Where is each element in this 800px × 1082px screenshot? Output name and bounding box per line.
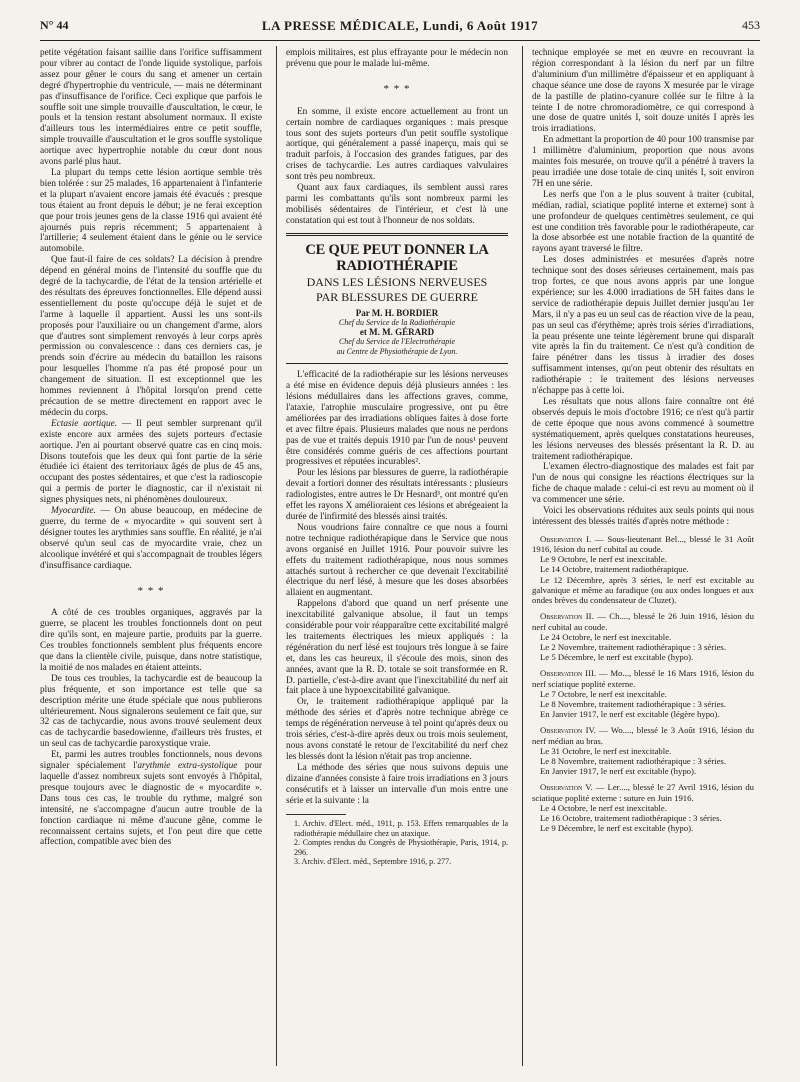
paragraph: De tous ces troubles, la tachycardie est de beaucoup la plus fréquente, et son importance est telle que sa description mérite une étude spéciale que nous publierons ultérieurement. Nous signalerons seulement ce fait que, sur 32 cas de tachycardie, nous avons trouvé seulement deux cas de tachycardie basedowienne, d'ailleurs très frustes, et un seul cas de tachycardie paroxystique vraie. bbox=[40, 673, 262, 750]
paragraph: Et, parmi les autres troubles fonctionnels, nous devons signaler spécialement l'arythmie extra-systolique pour laquelle d'assez nombreux sujets sont envoyés à l'hôpital, presque toujours avec le diagnostic de « myocardite ». Dans tous ces cas, le trouble du rythme, malgré son intensité, ne s'accompagne d'aucun autre trouble de la fonction cardiaque ni même d'aucune gêne, comme le reconnaissent certains sujets, et l'on peut dire que cette affection, compatible avec bien des bbox=[40, 750, 262, 848]
section-heading: Myocardite. bbox=[51, 506, 96, 517]
article-subtitle: DANS LES LÉSIONS NERVEUSES bbox=[306, 274, 488, 289]
paragraph: Rappelons d'abord que quand un nerf présente une inexcitabilité galvanique absolue, il faut un temps considérable pour voir réapparaître cette excitabilité malgré les traitements électriques les mieux appliqués : la régénération du nerf lésé est toujours très longue à se faire et, dans les cas heureux, il s'écoule des mois, sinon des années, avant que la R. D. totale se soit transformée en R. D. partielle, c'est-à-dire avant que l'inexcitabilité du nerf ait fait place à une hypoexcitabilité galvanique. bbox=[286, 599, 508, 697]
paragraph: A côté de ces troubles organiques, aggravés par la guerre, se placent les troubles fonctionnels dont on peut dire qu'ils sont, en majeure partie, produits par la guerre. Ces troubles fonctionnels semblent plus fréquents encore que dans la clientèle civile, puisque, dans notre statistique, la moitié de nos malades en étaient atteints. bbox=[40, 608, 262, 673]
paragraph: L'efficacité de la radiothérapie sur les lésions nerveuses a été mise en évidence depuis déjà plusieurs années : les lésions médullaires dans les affections graves, comme, l'ataxie, l'atrophie musculaire progressive, ont pu être améliorées par des irradiations obliques faites à dose forte et avec filtre épais. Plusieurs malades que nous ne perdons pas de vue et traités depuis 1910 par l'un de nous¹ peuvent être considérés comme guéris de ces affections pourtant progressives et réputées incurables². bbox=[286, 370, 508, 468]
observation-line: Observation III. — Mo..., blessé le 16 Mars 1916, lésion du nerf sciatique poplité externe. bbox=[532, 668, 754, 689]
footnote: 1. Archiv. d'Elect. méd., 1911, p. 153. Effets remarquables de la radiothérapie médullaire chez un ataxique. bbox=[294, 819, 508, 838]
observation-line: Le 5 Décembre, le nerf est excitable (hypo). bbox=[540, 652, 694, 663]
observation-line: Le 12 Décembre, après 3 séries, le nerf est excitable au galvanique et même au faradique (ou aux ondes longues et aux ondes brèves du condensateur de Cluzet). bbox=[532, 574, 754, 606]
observation-line: Observation IV. — Wo...., blessé le 3 Août 1916, lésion du nerf médian au bras. bbox=[532, 725, 754, 746]
observations-list bbox=[532, 534, 754, 833]
issue-number: N° 44 bbox=[40, 18, 69, 32]
paragraph: petite végétation faisant saillie dans l'orifice suffisamment pour vibrer au contact de l'onde liquide systolique, parfois assez pour gêner le cours du sang et amener un certain degré d'hypertrophie du ventricule, — mais ne déterminant pas d'insuffisance de l'orifice. Ceci explique que parfois le souffle soit une simple trouvaille d'auscultation, le cœur, le pouls et la tension restant absolument normaux. Il existe d'ailleurs tous les intermédiaires entre ce petit souffle, simple trouvaille d'auscultation et le gros souffle systolique aortique avec hypertrophie notable du cœur dont nous avons parlé plus haut. bbox=[40, 48, 262, 168]
observation-line: Le 7 Octobre, le nerf est inexcitable. bbox=[540, 688, 667, 699]
paragraph: Ectasie aortique. — Il peut sembler surprenant qu'il existe encore aux armées des sujets porteurs d'ectasie aortique. J'en ai pourtant observé quatre cas en cinq mois. Disons toutefois que les deux qui font partie de la série étudiée ici étaient des territoriaux âgés de plus de 45 ans, occupant des postes sédentaires, et que c'est la radioscopie qui a permis de porter le diagnostic, car il n'existait ni signes physiques nets, ni phénomènes douloureux. bbox=[40, 418, 262, 506]
paragraph: La méthode des séries que nous suivons depuis une dizaine d'années consiste à faire trois irradiations en 3 jours consécutifs et à laisser un intervalle d'un mois entre une série et la suivante : la bbox=[286, 762, 508, 806]
author-role: Chef du Service de la Radiothérapie bbox=[338, 318, 456, 328]
header-rule bbox=[40, 40, 760, 41]
observation-heading: Observation III. bbox=[540, 668, 597, 679]
column-2 bbox=[286, 48, 508, 1068]
paragraph: L'examen électro-diagnostique des malades est fait par l'un de nous qui consigne les réactions électriques sur la fiche de chaque malade : celui-ci est revu au moment où il va commencer une série. bbox=[532, 462, 754, 506]
section-heading: Ectasie aortique. bbox=[51, 418, 118, 429]
observation-line: Le 8 Novembre, traitement radiothérapique : 3 séries. bbox=[540, 755, 726, 766]
paragraph: Nous voudrions faire connaître ce que nous a fourni notre technique radiothérapique dans le Service que nous avons organisé en Juillet 1916. Pour pouvoir suivre les effets du traitement radiothérapique, nous nous sommes attachés surtout à rechercher ce que devenait l'excitabilité électrique du nerf lésé, à mesure que les doses absorbées allaient en augmentant. bbox=[286, 522, 508, 599]
observation-line: Le 24 Octobre, le nerf est inexcitable. bbox=[540, 631, 672, 642]
article-header-rule bbox=[286, 363, 508, 364]
paragraph: technique employée se met en œuvre en recouvrant la région correspondant à la lésion du nerf par un filtre d'aluminium d'un millimètre d'épaisseur et en appliquant à chaque séance une dose de rayons X mesurée par le virage de la pastille de platino-cyanure collée sur le filtre à la teinte I de notre chromoradiomètre, ce qui correspond à une dose de quatre unités I, soit douze unités I après les trois irradiations. bbox=[532, 48, 754, 135]
paragraph: La plupart du temps cette lésion aortique semble très bien tolérée : sur 25 malades, 16 appartenaient à l'infanterie et la plupart n'avaient encore jamais été évacués : presque tous étaient au front depuis le début; je ne ferai exception que pour trois jeunes gens de la classe 1916 qui avaient été ajournés puis repris récemment; 5 appartenaient à l'artillerie; 4 seulement étaient dans le génie ou le service automobile. bbox=[40, 167, 262, 255]
observation-line: En Janvier 1917, le nerf est excitable (légère hypo). bbox=[540, 709, 720, 720]
observation-heading: Observation II. bbox=[540, 611, 594, 622]
observation-line: Le 9 Décembre, le nerf est excitable (hypo). bbox=[540, 823, 694, 834]
observation-heading: Observation V. bbox=[540, 782, 593, 793]
article-header bbox=[286, 233, 508, 365]
observation-line: Le 4 Octobre, le nerf est inexcitable. bbox=[540, 802, 667, 813]
author-role: au Centre de Physiothérapie de Lyon. bbox=[336, 346, 458, 356]
paragraph: Or, le traitement radiothérapique appliqué par la méthode des séries et d'après notre technique abrège ce temps de régénération nerveuse à tel point qu'après deux ou trois séries, c'est-à-dire après deux ou trois mois seulement, nous avons constaté le retour de l'excitabilité du nerf chez les blessés dont la lésion n'était pas trop ancienne. bbox=[286, 697, 508, 762]
observation-line: Observation II. — Ch...., blessé le 26 Juin 1916, lésion du nerf cubital au coude. bbox=[532, 611, 754, 632]
paragraph: En somme, il existe encore actuellement au front un certain nombre de cardiaques organiques : mais presque tous sont des sujets porteurs d'un petit souffle systolique aortique, qui généralement a passé inaperçu, mais qui se traduit parfois, à l'occasion des grandes fatigues, par des crises de tachycardie. Les autres cardiaques valvulaires sont très peu nombreux. bbox=[286, 106, 508, 183]
observation-line: Le 2 Novembre, traitement radiothérapique : 3 séries. bbox=[540, 641, 726, 652]
article-subtitle: PAR BLESSURES DE GUERRE bbox=[316, 289, 478, 304]
paragraph: Myocardite. — On abuse beaucoup, en médecine de guerre, du terme de « myocardite » qui souvent sert à désigner toutes les arythmies sans souffle. En réalité, je n'ai observé qu'un seul cas de myocardite vraie, chez un alcoolique invétéré et qui s'accompagnait de troubles légers d'insuffisance cardiaque. bbox=[40, 506, 262, 571]
author-role: Chef du Service de l'Electrothérapie bbox=[338, 337, 456, 347]
observation-heading: Observation IV. bbox=[540, 725, 596, 736]
paragraph: Voici les observations réduites aux seuls points qui nous intéressent des blessés traités d'après notre méthode : bbox=[532, 506, 754, 527]
page-header bbox=[40, 18, 760, 38]
journal-title: LA PRESSE MÉDICALE, Lundi, 6 Août 1917 bbox=[261, 18, 539, 33]
author-block bbox=[286, 309, 508, 357]
paragraph: Les doses administrées et mesurées d'après notre technique sont des doses sérieuses certainement, mais pas trop fortes, ce que nous avons appris par une longue expérience; sur les 4.000 irradiations de 5H faites dans le service de radiothérapie depuis Juillet dernier jusqu'au 1er Mars, il n'y a pas eu un seul cas de réaction vive de la peau, pas un seul cas d'érythème; après trois séries d'irradiations, la peau présente une teinte légèrement brune qui disparaît vite après la fin du traitement. Ce n'est qu'à condition de faire pénétrer dans les tissus à irradier des doses suffisamment intenses, qu'on peut obtenir des résultats en radiothérapie : le traitement des lésions nerveuses n'échappe pas à cette loi. bbox=[532, 255, 754, 397]
paragraph: En admettant la proportion de 40 pour 100 transmise par 1 millimètre d'aluminium, proportion que nous avons maintes fois mesurée, on trouve qu'il a pénétré à travers la peau irradiée une dose totale de cinq unités I, soit environ 7H en une série. bbox=[532, 135, 754, 189]
footnote-rule bbox=[286, 814, 346, 815]
author-name: et M. M. GÉRARD bbox=[359, 326, 435, 337]
paragraph: Que faut-il faire de ces soldats? La décision à prendre dépend en général moins de l'intensité du souffle que du degré de la tachycardie, de l'état de la tension artérielle et des résultats des épreuves fonctionnelles. Elle dépend aussi essentiellement du poste qu'occupe déjà le sujet et de l'arme à laquelle il appartient. Aussi les uns sont-ils proposés pour l'auxiliaire ou un changement d'arme, alors que d'autres sont simplement renvoyés à leur corps après permission ou convalescence : dans ces derniers cas, je prends soin d'écrire au médecin du bataillon les raisons pour lesquelles l'homme n'a pas été proposé pour un changement de situation. Il est exceptionnel que les hommes reviennent à l'hôpital lorsqu'on prend cette précaution de se mettre directement en rapport avec le médecin du corps. bbox=[40, 255, 262, 418]
paragraph: Pour les lésions par blessures de guerre, la radiothérapie devait a fortiori donner des résultats intéressants : plusieurs radiologistes, entre autres le Dr Hesnard³, ont montré qu'en effet les rayons X amélioraient ces lésions et abrégeaient la durée de l'infirmité des blessés ainsi traités. bbox=[286, 468, 508, 522]
article-title: CE QUE PEUT DONNER LA RADIOTHÉRAPIE bbox=[305, 241, 489, 274]
observation-heading: Observation I. bbox=[540, 533, 592, 544]
paragraph: Les nerfs que l'on a le plus souvent à traiter (cubital, médian, radial, sciatique poplité interne et externe) sont à une profondeur de quelques centimètres seulement, ce qui est une condition très favorable pour le radiothérapeute, car la dose absorbée est une notable fraction de la quantité de rayons ayant traversé le filtre. bbox=[532, 189, 754, 255]
footnote: 3. Archiv. d'Elect. méd., Septembre 1916, p. 277. bbox=[294, 857, 452, 867]
paragraph: emplois militaires, est plus effrayante pour le médecin non prévenu que pour le malade lui-même. bbox=[286, 48, 508, 69]
paragraph: Quant aux faux cardiaques, ils semblent aussi rares parmi les combattants qu'ils sont nombreux parmi les mobilisés sédentaires de l'intérieur, et c'est là une constatation qui est tout à l'honneur de nos soldats. bbox=[286, 183, 508, 226]
page-number: 453 bbox=[742, 18, 760, 32]
observation-line: Le 31 Octobre, le nerf est inexcitable. bbox=[540, 745, 672, 756]
column-3 bbox=[532, 48, 754, 1068]
observation-line: Le 16 Octobre, traitement radiothérapique : 3 séries. bbox=[540, 812, 722, 823]
observation-line: Le 14 Octobre, traitement radiothérapique. bbox=[540, 564, 689, 575]
observation-line: En Janvier 1917, le nerf est excitable (hypo). bbox=[540, 766, 697, 777]
section-separator: * * * bbox=[137, 584, 165, 597]
column-divider bbox=[522, 46, 523, 1066]
observation-line: Le 8 Novembre, traitement radiothérapique : 3 séries. bbox=[540, 698, 726, 709]
column-1 bbox=[40, 48, 262, 1068]
paragraph: Les résultats que nous allons faire connaître ont été observés depuis le mois d'octobre 1916; ce n'est qu'à partir de cette époque que nous avons commencé à soumettre systématiquement, après quelques constatations heureuses, les lésions nerveuses des blessés présentant la R. D. au traitement radiothérapique. bbox=[532, 397, 754, 462]
footnote: 2. Comptes rendus du Congrès de Physiothérapie, Paris, 1914, p. 296. bbox=[294, 838, 508, 857]
column-divider bbox=[276, 46, 277, 1066]
observation-line: Observation I. — Sous-lieutenant Bel..., blessé le 31 Août 1916, lésion du nerf cubital au coude. bbox=[532, 533, 754, 555]
observation-line: Observation V. — Ler...., blessé le 27 Avril 1916, lésion du sciatique poplité externe : suture en Juin 1916. bbox=[532, 782, 754, 803]
observation-line: Le 9 Octobre, le nerf est inexcitable. bbox=[540, 554, 667, 565]
section-separator: * * * bbox=[383, 82, 411, 95]
author-name: Par M. H. BORDIER bbox=[355, 307, 439, 318]
